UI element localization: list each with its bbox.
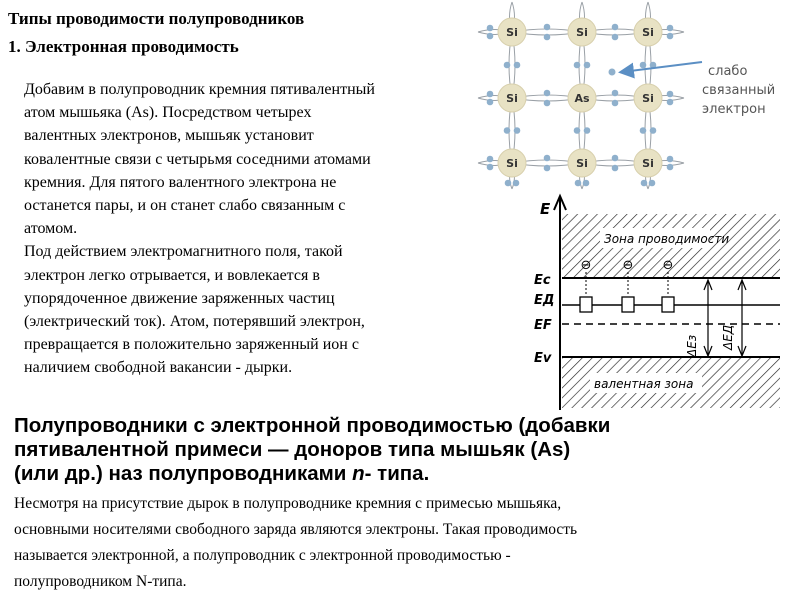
paragraph-line: превращается в положительно заряженный ион с <box>24 336 359 354</box>
label-ec: Ec <box>534 273 551 288</box>
electron-dot <box>544 24 551 31</box>
page-title: Типы проводимости полупроводников <box>8 9 305 28</box>
electron-dot <box>574 62 581 69</box>
electron-dot <box>487 99 494 106</box>
electron-dot <box>487 25 494 32</box>
electron-dot <box>544 34 551 41</box>
silicon-atom <box>498 18 526 46</box>
label-delta-e3: ΔEз <box>685 334 699 357</box>
electron-dot <box>487 164 494 171</box>
electron-dot <box>575 180 582 187</box>
silicon-atom <box>634 149 662 177</box>
electron-dot <box>504 127 511 134</box>
electron-dot <box>584 62 591 69</box>
atom-symbol: As <box>574 92 590 105</box>
electron-dot <box>612 165 619 172</box>
paragraph-line: Добавим в полупроводник кремния пятивалентный <box>24 81 375 98</box>
electron-dot <box>612 34 619 41</box>
summary-heading-line: Полупроводники с электронной проводимостью (добавки <box>14 414 611 437</box>
silicon-atom <box>634 84 662 112</box>
summary-heading-line: пятивалентной примеси — доноров типа мышьяк (As) <box>14 438 571 461</box>
electron-dot <box>513 180 520 187</box>
donor-level-box <box>580 297 592 312</box>
donor-electron: ⊖ <box>622 258 634 273</box>
crystal-lattice-diagram <box>470 0 800 190</box>
silicon-atom <box>634 18 662 46</box>
paragraph-line: атом мышьяка (As). Посредством четырех <box>24 104 312 122</box>
electron-dot <box>505 180 512 187</box>
electron-dot <box>514 62 521 69</box>
paragraph-line: атомом. <box>24 220 78 238</box>
heading-italic-n: n <box>352 462 365 485</box>
donor-level-box <box>662 297 674 312</box>
energy-axis-label: E <box>540 200 551 218</box>
atom-symbol: Si <box>642 92 654 105</box>
electron-dot <box>487 33 494 40</box>
electron-dot <box>640 127 647 134</box>
callout-label-line: электрон <box>702 102 766 117</box>
electron-dot <box>612 100 619 107</box>
summary-heading-line <box>14 462 800 486</box>
donor-electron: ⊖ <box>580 258 592 273</box>
paragraph-line: (электрический ток). Атом, потерявший электрон, <box>24 313 365 331</box>
electron-dot <box>514 127 521 134</box>
label-ed: EД <box>534 293 555 308</box>
electron-dot <box>612 90 619 97</box>
summary-body-line: Несмотря на присутствие дырок в полупроводнике кремния с примесью мышьяка, <box>14 495 562 512</box>
paragraph-line: наличием свободной вакансии - дырки. <box>24 359 293 377</box>
electron-dot <box>504 62 511 69</box>
heading-suffix: - типа. <box>364 462 430 485</box>
label-ef: EF <box>534 318 552 333</box>
paragraph-line: кремния. Для пятого валентного электрона не <box>24 173 337 191</box>
atom-symbol: Si <box>506 92 518 105</box>
atom-symbol: Si <box>642 157 654 170</box>
electron-dot <box>612 24 619 31</box>
paragraph-line: валентных электронов, мышьяк установит <box>24 127 314 145</box>
electron-dot <box>584 127 591 134</box>
atom-symbol: Si <box>576 26 588 39</box>
electron-dot <box>667 33 674 40</box>
label-ev: Ev <box>534 351 552 366</box>
electron-dot <box>544 100 551 107</box>
electron-dot <box>574 127 581 134</box>
electron-dot <box>667 99 674 106</box>
electron-dot <box>650 127 657 134</box>
lattice-atoms <box>498 18 662 177</box>
silicon-atom <box>498 149 526 177</box>
callout-label-line: связанный <box>702 83 776 98</box>
silicon-atom <box>568 149 596 177</box>
free-electron <box>609 69 616 76</box>
summary-body-line: называется электронной, а полупроводник с электронной проводимостью - <box>14 547 511 564</box>
paragraph-line: останется пары, и он станет слабо связанным с <box>24 197 346 215</box>
electron-dot <box>641 180 648 187</box>
electron-dot <box>667 25 674 32</box>
electron-dot <box>667 156 674 163</box>
label-delta-ed: ΔEД <box>721 324 735 350</box>
arsenic-atom <box>568 84 596 112</box>
silicon-atom <box>498 84 526 112</box>
summary-body-line: полупроводником N-типа. <box>14 573 187 590</box>
heading-prefix: (или др.) наз полупроводниками <box>14 462 353 485</box>
electron-dot <box>544 90 551 97</box>
paragraph-line: упорядоченное движение заряженных частиц <box>24 289 335 307</box>
electron-dot <box>487 156 494 163</box>
atom-symbol: Si <box>506 26 518 39</box>
atom-symbol: Si <box>642 26 654 39</box>
summary-body <box>14 491 800 595</box>
summary-heading <box>14 414 800 486</box>
electron-dot <box>649 180 656 187</box>
electron-dot <box>487 91 494 98</box>
paragraph-line: ковалентные связи с четырьмя соседними атомами <box>24 150 371 168</box>
atom-symbol: Si <box>576 157 588 170</box>
electron-dot <box>667 164 674 171</box>
callout-arrow <box>622 62 702 72</box>
explanation-paragraph <box>24 78 474 380</box>
silicon-atom <box>568 18 596 46</box>
electron-dot <box>544 155 551 162</box>
electron-dot <box>612 155 619 162</box>
electron-dot <box>583 180 590 187</box>
energy-band-diagram <box>520 192 800 412</box>
callout-label-line: слабо <box>708 64 748 79</box>
paragraph-line: электрон легко отрывается, и вовлекается в <box>24 266 320 284</box>
donor-electron: ⊖ <box>662 258 674 273</box>
donor-level-box <box>622 297 634 312</box>
electron-dot <box>640 62 647 69</box>
electron-dot <box>544 165 551 172</box>
paragraph-line: Под действием электромагнитного поля, такой <box>24 243 343 261</box>
summary-body-line: основными носителями свободного заряда являются электроны. Такая проводимость <box>14 521 578 538</box>
electron-dot <box>667 91 674 98</box>
conduction-band-label: Зона проводимости <box>604 232 730 246</box>
valence-band-label: валентная зона <box>594 377 694 391</box>
atom-symbol: Si <box>506 157 518 170</box>
section-title: 1. Электронная проводимость <box>8 37 239 56</box>
